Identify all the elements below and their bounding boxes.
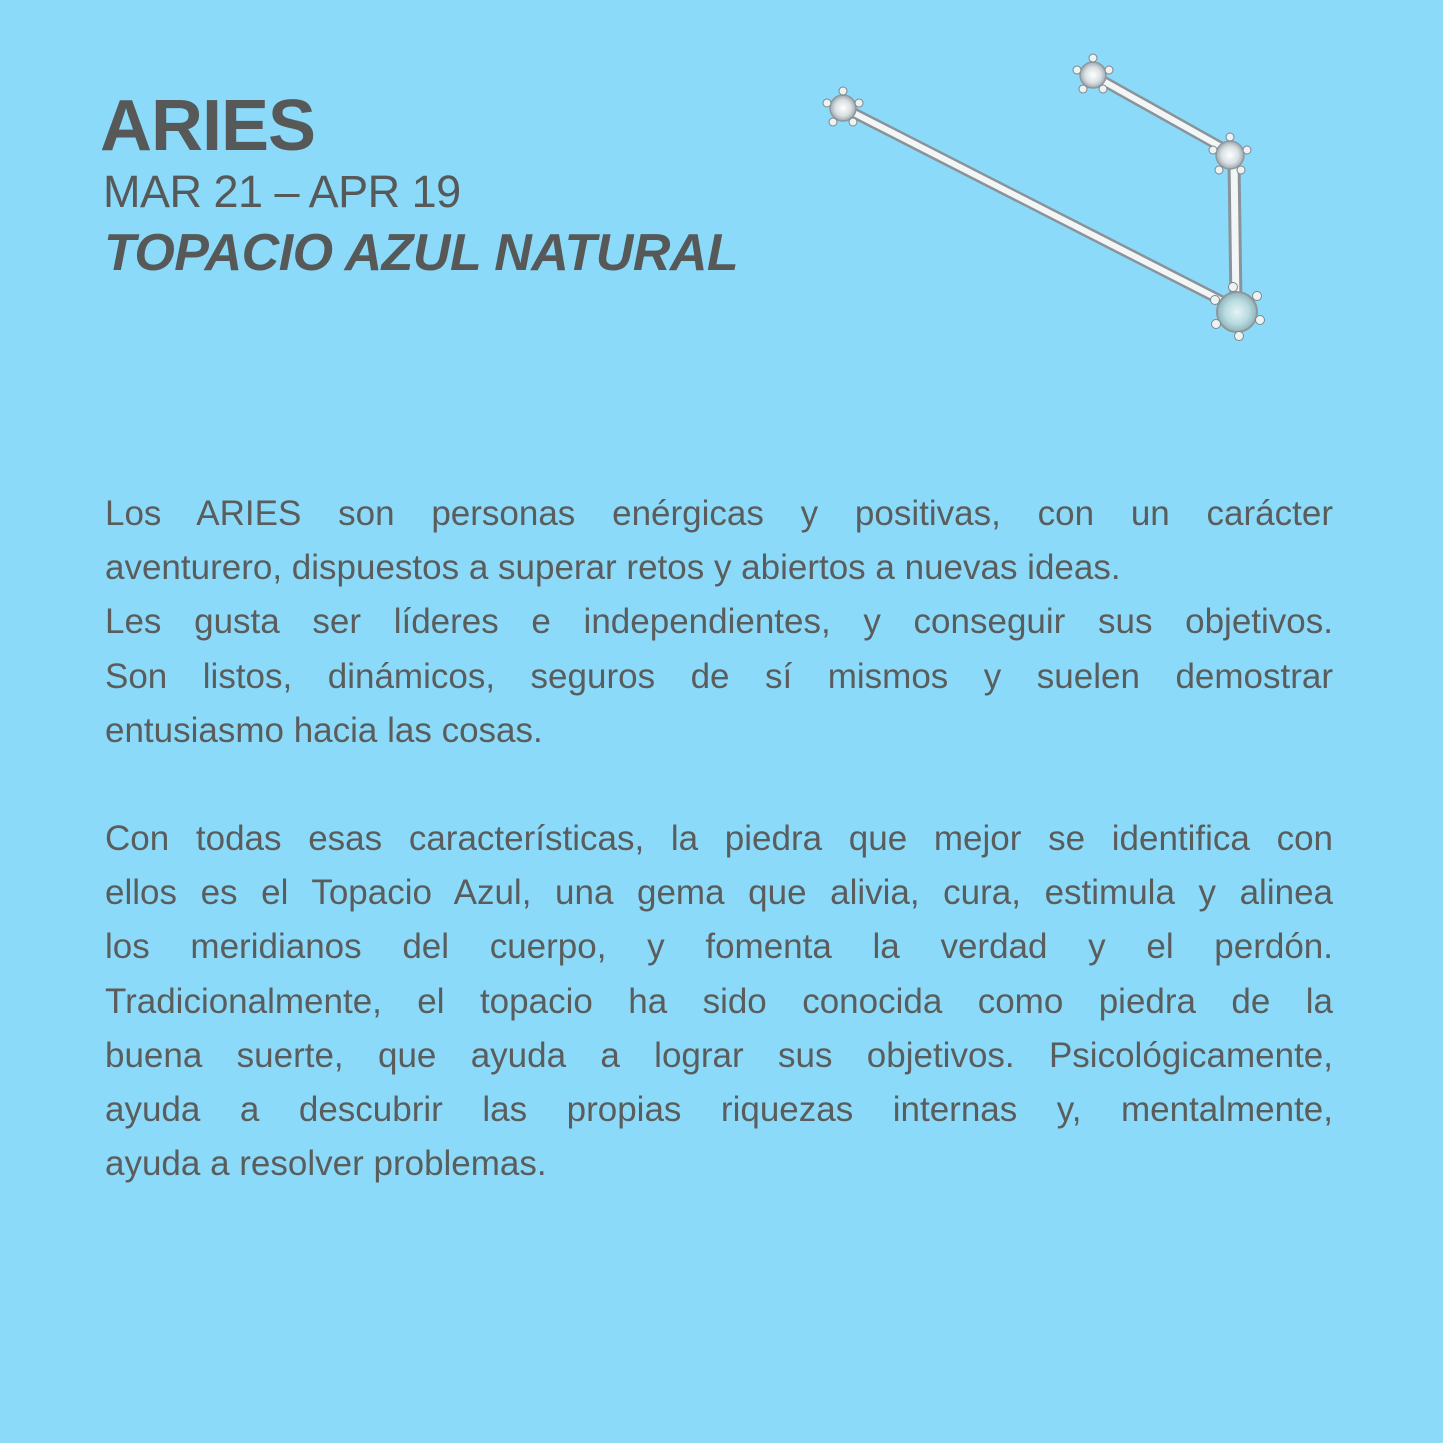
birthstone-name: TOPACIO AZUL NATURAL <box>104 224 739 282</box>
text-line: los meridianos del cuerpo, y fomenta la verdad y el perdón. <box>105 927 1333 967</box>
text-line: Son listos, dinámicos, seguros de sí mismos y suelen demostrar <box>105 656 1333 696</box>
description-text <box>105 487 1333 1191</box>
text-line: ellos es el Topacio Azul, una gema que alivia, cura, estimula y alinea <box>105 873 1333 913</box>
text-line: ayuda a descubrir las propias riquezas internas y, mentalmente, <box>105 1090 1333 1130</box>
paragraph-personality <box>105 487 1333 758</box>
paragraph-gemstone <box>105 812 1333 1191</box>
text-line: entusiasmo hacia las cosas. <box>105 710 543 750</box>
text-line: ayuda a resolver problemas. <box>105 1144 547 1184</box>
header <box>100 88 738 286</box>
text-line: Los ARIES son personas enérgicas y positivas, con un carácter <box>105 494 1333 533</box>
text-line: buena suerte, que ayuda a lograr sus objetivos. Psicológicamente, <box>105 1035 1333 1075</box>
sign-title: ARIES <box>100 86 316 166</box>
text-line: Con todas esas características, la piedra que mejor se identifica con <box>105 819 1333 859</box>
text-line: Les gusta ser líderes e independientes, y conseguir sus objetivos. <box>105 602 1333 642</box>
constellation-jewel-icon <box>800 40 1300 360</box>
text-line: aventurero, dispuestos a superar retos y abiertos a nuevas ideas. <box>105 548 1121 588</box>
sign-dates: MAR 21 – APR 19 <box>103 166 461 217</box>
text-line: Tradicionalmente, el topacio ha sido conocida como piedra de la <box>105 981 1333 1021</box>
